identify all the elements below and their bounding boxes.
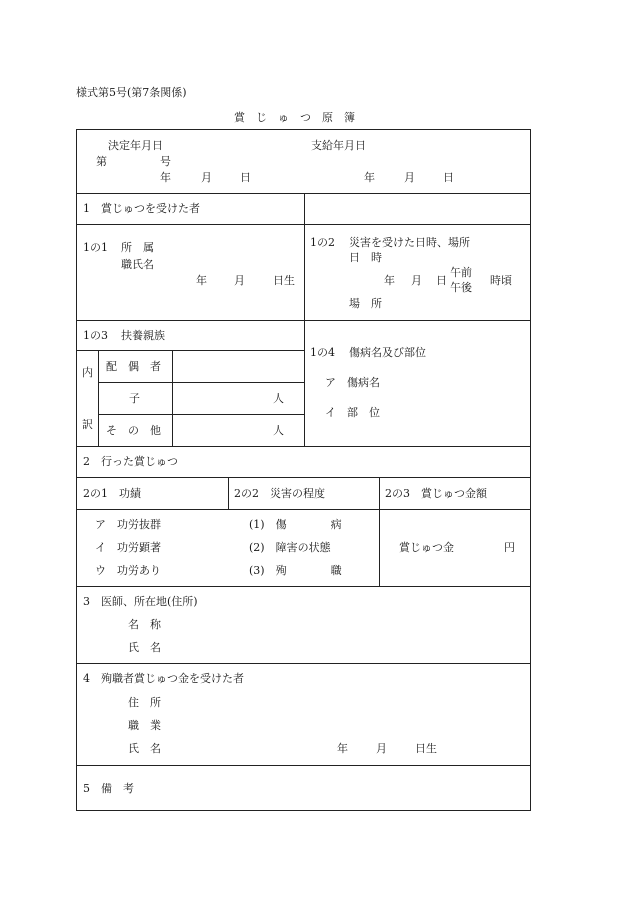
rule: [76, 765, 531, 766]
rule: [76, 663, 531, 664]
approx-time: 時頃: [490, 274, 512, 287]
s2-2-heading: 2の2 災害の程度: [234, 487, 325, 500]
disaster-month: 月: [411, 274, 422, 287]
injury-part-label: イ 部 位: [325, 406, 380, 419]
affiliation-label: 所 属: [121, 241, 154, 254]
recipient-birth-day: 日生: [415, 742, 437, 755]
section4-heading: 4 殉職者賞じゅつ金を受けた者: [83, 672, 244, 685]
dependents-heading: 扶養親族: [121, 329, 165, 342]
birth-day-suffix: 日生: [273, 274, 295, 287]
rule: [228, 477, 229, 509]
rule: [98, 350, 99, 446]
s2-3-heading: 2の3 賞じゅつ金額: [385, 487, 487, 500]
birth-month: 月: [234, 274, 245, 287]
merit-item: イ 功労顕著: [95, 541, 161, 554]
payment-day: 日: [443, 171, 454, 184]
pm-label: 午後: [450, 281, 472, 294]
degree-item: (1) 傷 病: [249, 518, 342, 531]
degree-item: (2) 障害の状態: [249, 541, 331, 554]
occupation-label: 職 業: [128, 719, 161, 732]
rule: [76, 320, 531, 321]
rule: [379, 477, 380, 586]
doctor-name-label: 氏 名: [128, 641, 161, 654]
facility-name-label: 名 称: [128, 618, 161, 631]
job-name-label: 職氏名: [121, 258, 154, 271]
decision-month: 月: [201, 171, 212, 184]
rule: [76, 446, 531, 447]
am-label: 午前: [450, 266, 472, 279]
spouse-label: 配 偶 者: [106, 360, 161, 373]
section3-heading: 3 医師、所在地(住所): [83, 595, 198, 608]
breakdown-label-1: 内: [82, 366, 93, 379]
decision-year: 年: [160, 171, 171, 184]
birth-year: 年: [196, 274, 207, 287]
recipient-name-label: 氏 名: [128, 742, 161, 755]
s2-1-heading: 2の1 功績: [83, 487, 141, 500]
datetime-label: 日 時: [349, 251, 382, 264]
rule: [76, 586, 531, 587]
page-title: 賞 じ ゅ つ 原 簿: [234, 111, 355, 124]
s1-2-number: 1の2: [310, 236, 335, 249]
payment-month: 月: [404, 171, 415, 184]
breakdown-label-2: 訳: [82, 418, 93, 431]
section5-heading: 5 備 考: [83, 782, 134, 795]
rule: [76, 350, 304, 351]
place-label: 場 所: [349, 297, 382, 310]
recipient-birth-year: 年: [337, 742, 348, 755]
payment-year: 年: [364, 171, 375, 184]
number-suffix: 号: [160, 155, 171, 168]
injury-name-label: ア 傷病名: [325, 376, 380, 389]
child-label: 子: [129, 392, 140, 405]
number-prefix: 第: [96, 155, 107, 168]
others-unit: 人: [273, 424, 284, 437]
yen-unit: 円: [504, 541, 515, 554]
disaster-day: 日: [436, 274, 447, 287]
disaster-year: 年: [384, 274, 395, 287]
disaster-heading: 災害を受けた日時、場所: [349, 236, 470, 249]
s1-4-number: 1の4: [310, 346, 335, 359]
merit-item: ア 功労抜群: [95, 518, 161, 531]
degree-item: (3) 殉 職: [249, 564, 342, 577]
rule: [98, 414, 304, 415]
merit-item: ウ 功労あり: [95, 564, 161, 577]
address-label: 住 所: [128, 696, 161, 709]
recipient-birth-month: 月: [376, 742, 387, 755]
rule: [76, 477, 531, 478]
injury-heading: 傷病名及び部位: [349, 346, 426, 359]
decision-day: 日: [240, 171, 251, 184]
rule: [98, 382, 304, 383]
child-unit: 人: [273, 392, 284, 405]
section2-heading: 2 行った賞じゅつ: [83, 455, 178, 468]
rule: [76, 509, 531, 510]
form-reference: 様式第5号(第7条関係): [76, 86, 187, 99]
s1-1-number: 1の1: [83, 241, 108, 254]
decision-date-label: 決定年月日: [108, 139, 163, 152]
s1-3-number: 1の3: [83, 329, 108, 342]
payment-date-label: 支給年月日: [311, 139, 366, 152]
amount-label: 賞じゅつ金: [399, 541, 454, 554]
section1-heading: 1 賞じゅつを受けた者: [83, 202, 200, 215]
others-label: そ の 他: [106, 424, 161, 437]
rule: [172, 350, 173, 446]
